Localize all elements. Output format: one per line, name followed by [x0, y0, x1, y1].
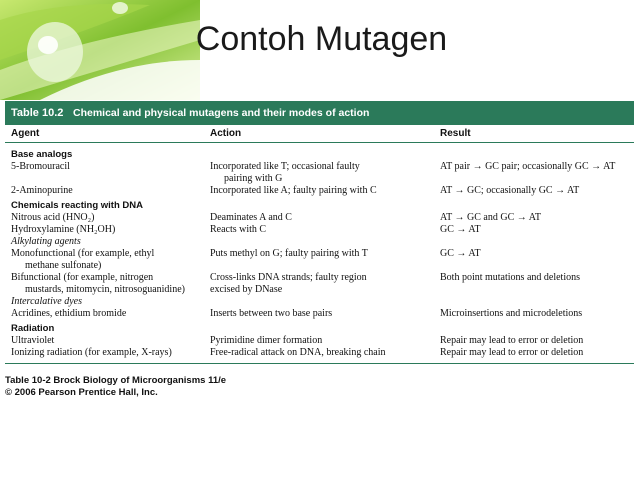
subsection-alkylating-agents: Alkylating agents — [11, 236, 81, 247]
agent-line: methane sulfonate) — [25, 260, 102, 271]
subsection-intercalative-dyes: Intercalative dyes — [11, 296, 82, 307]
mutagen-table — [5, 101, 634, 364]
agent-cell: Ionizing radiation (for example, X-rays) — [11, 347, 172, 358]
action-line: Cross-links DNA strands; faulty region — [210, 272, 367, 283]
action-line: excised by DNase — [210, 284, 283, 295]
table-row — [5, 161, 634, 185]
agent-cell: 5-Bromouracil — [11, 161, 70, 172]
result-cell: GC → AT — [440, 224, 481, 235]
action-cell: Deaminates A and C — [210, 212, 292, 223]
action-line: Incorporated like T; occasional faulty — [210, 161, 360, 172]
agent-line: Monofunctional (for example, ethyl — [11, 248, 155, 259]
slide-title: Contoh Mutagen — [195, 20, 448, 58]
table-row — [5, 248, 634, 272]
table-row — [5, 272, 634, 296]
action-cell: Pyrimidine dimer formation — [210, 335, 323, 346]
table-row — [5, 335, 634, 347]
agent-cell — [5, 272, 210, 296]
section-heading-radiation: Radiation — [11, 323, 55, 334]
action-cell: Puts methyl on G; faulty pairing with T — [210, 248, 368, 259]
action-cell — [210, 161, 440, 185]
result-cell: AT → GC; occasionally GC → AT — [440, 185, 580, 196]
result-cell: Microinsertions and microdeletions — [440, 308, 583, 319]
action-cell: Reacts with C — [210, 224, 267, 235]
table-row — [5, 347, 634, 359]
action-cell: Free-radical attack on DNA, breaking chain — [210, 347, 386, 358]
table-row — [5, 224, 634, 236]
result-cell: Both point mutations and deletions — [440, 272, 580, 283]
credit-line-source: Table 10-2 Brock Biology of Microorganisms 11/e — [5, 375, 227, 386]
credit-line-copyright: © 2006 Pearson Prentice Hall, Inc. — [5, 387, 158, 398]
table-row — [5, 185, 634, 197]
agent-cell: Hydroxylamine (NH₂OH) — [11, 224, 116, 235]
column-header-action: Action — [210, 128, 242, 139]
agent-cell: Ultraviolet — [11, 335, 55, 346]
table-bottom-rule — [5, 363, 634, 364]
action-cell: Incorporated like A; faulty pairing with C — [210, 185, 377, 196]
result-cell: Repair may lead to error or deletion — [440, 335, 584, 346]
table-number: Table 10.2 — [11, 107, 64, 119]
table-header-bar — [5, 101, 634, 125]
table-caption: Chemical and physical mutagens and their modes of action — [73, 107, 370, 119]
table-body — [5, 143, 634, 359]
table-row — [5, 308, 634, 320]
action-line: pairing with G — [224, 173, 283, 184]
agent-cell: Nitrous acid (HNO₂) — [11, 212, 95, 223]
action-cell — [210, 272, 440, 296]
table-credit — [5, 375, 226, 399]
action-cell: Inserts between two base pairs — [210, 308, 333, 319]
agent-line: Bifunctional (for example, nitrogen — [11, 272, 154, 283]
result-cell: GC → AT — [440, 248, 481, 259]
table-row — [5, 212, 634, 224]
agent-line: mustards, mitomycin, nitrosoguanidine) — [25, 284, 185, 295]
result-cell: AT pair → GC pair; occasionally GC → AT — [440, 161, 616, 172]
result-cell: Repair may lead to error or deletion — [440, 347, 584, 358]
section-heading-base-analogs: Base analogs — [11, 149, 73, 160]
agent-cell: 2-Aminopurine — [11, 185, 73, 196]
column-header-agent: Agent — [11, 128, 40, 139]
column-header-result: Result — [440, 128, 471, 139]
section-heading-chemicals: Chemicals reacting with DNA — [11, 200, 143, 211]
agent-cell: Acridines, ethidium bromide — [11, 308, 127, 319]
column-headers — [5, 125, 634, 143]
result-cell: AT → GC and GC → AT — [440, 212, 541, 223]
agent-cell — [5, 248, 210, 272]
